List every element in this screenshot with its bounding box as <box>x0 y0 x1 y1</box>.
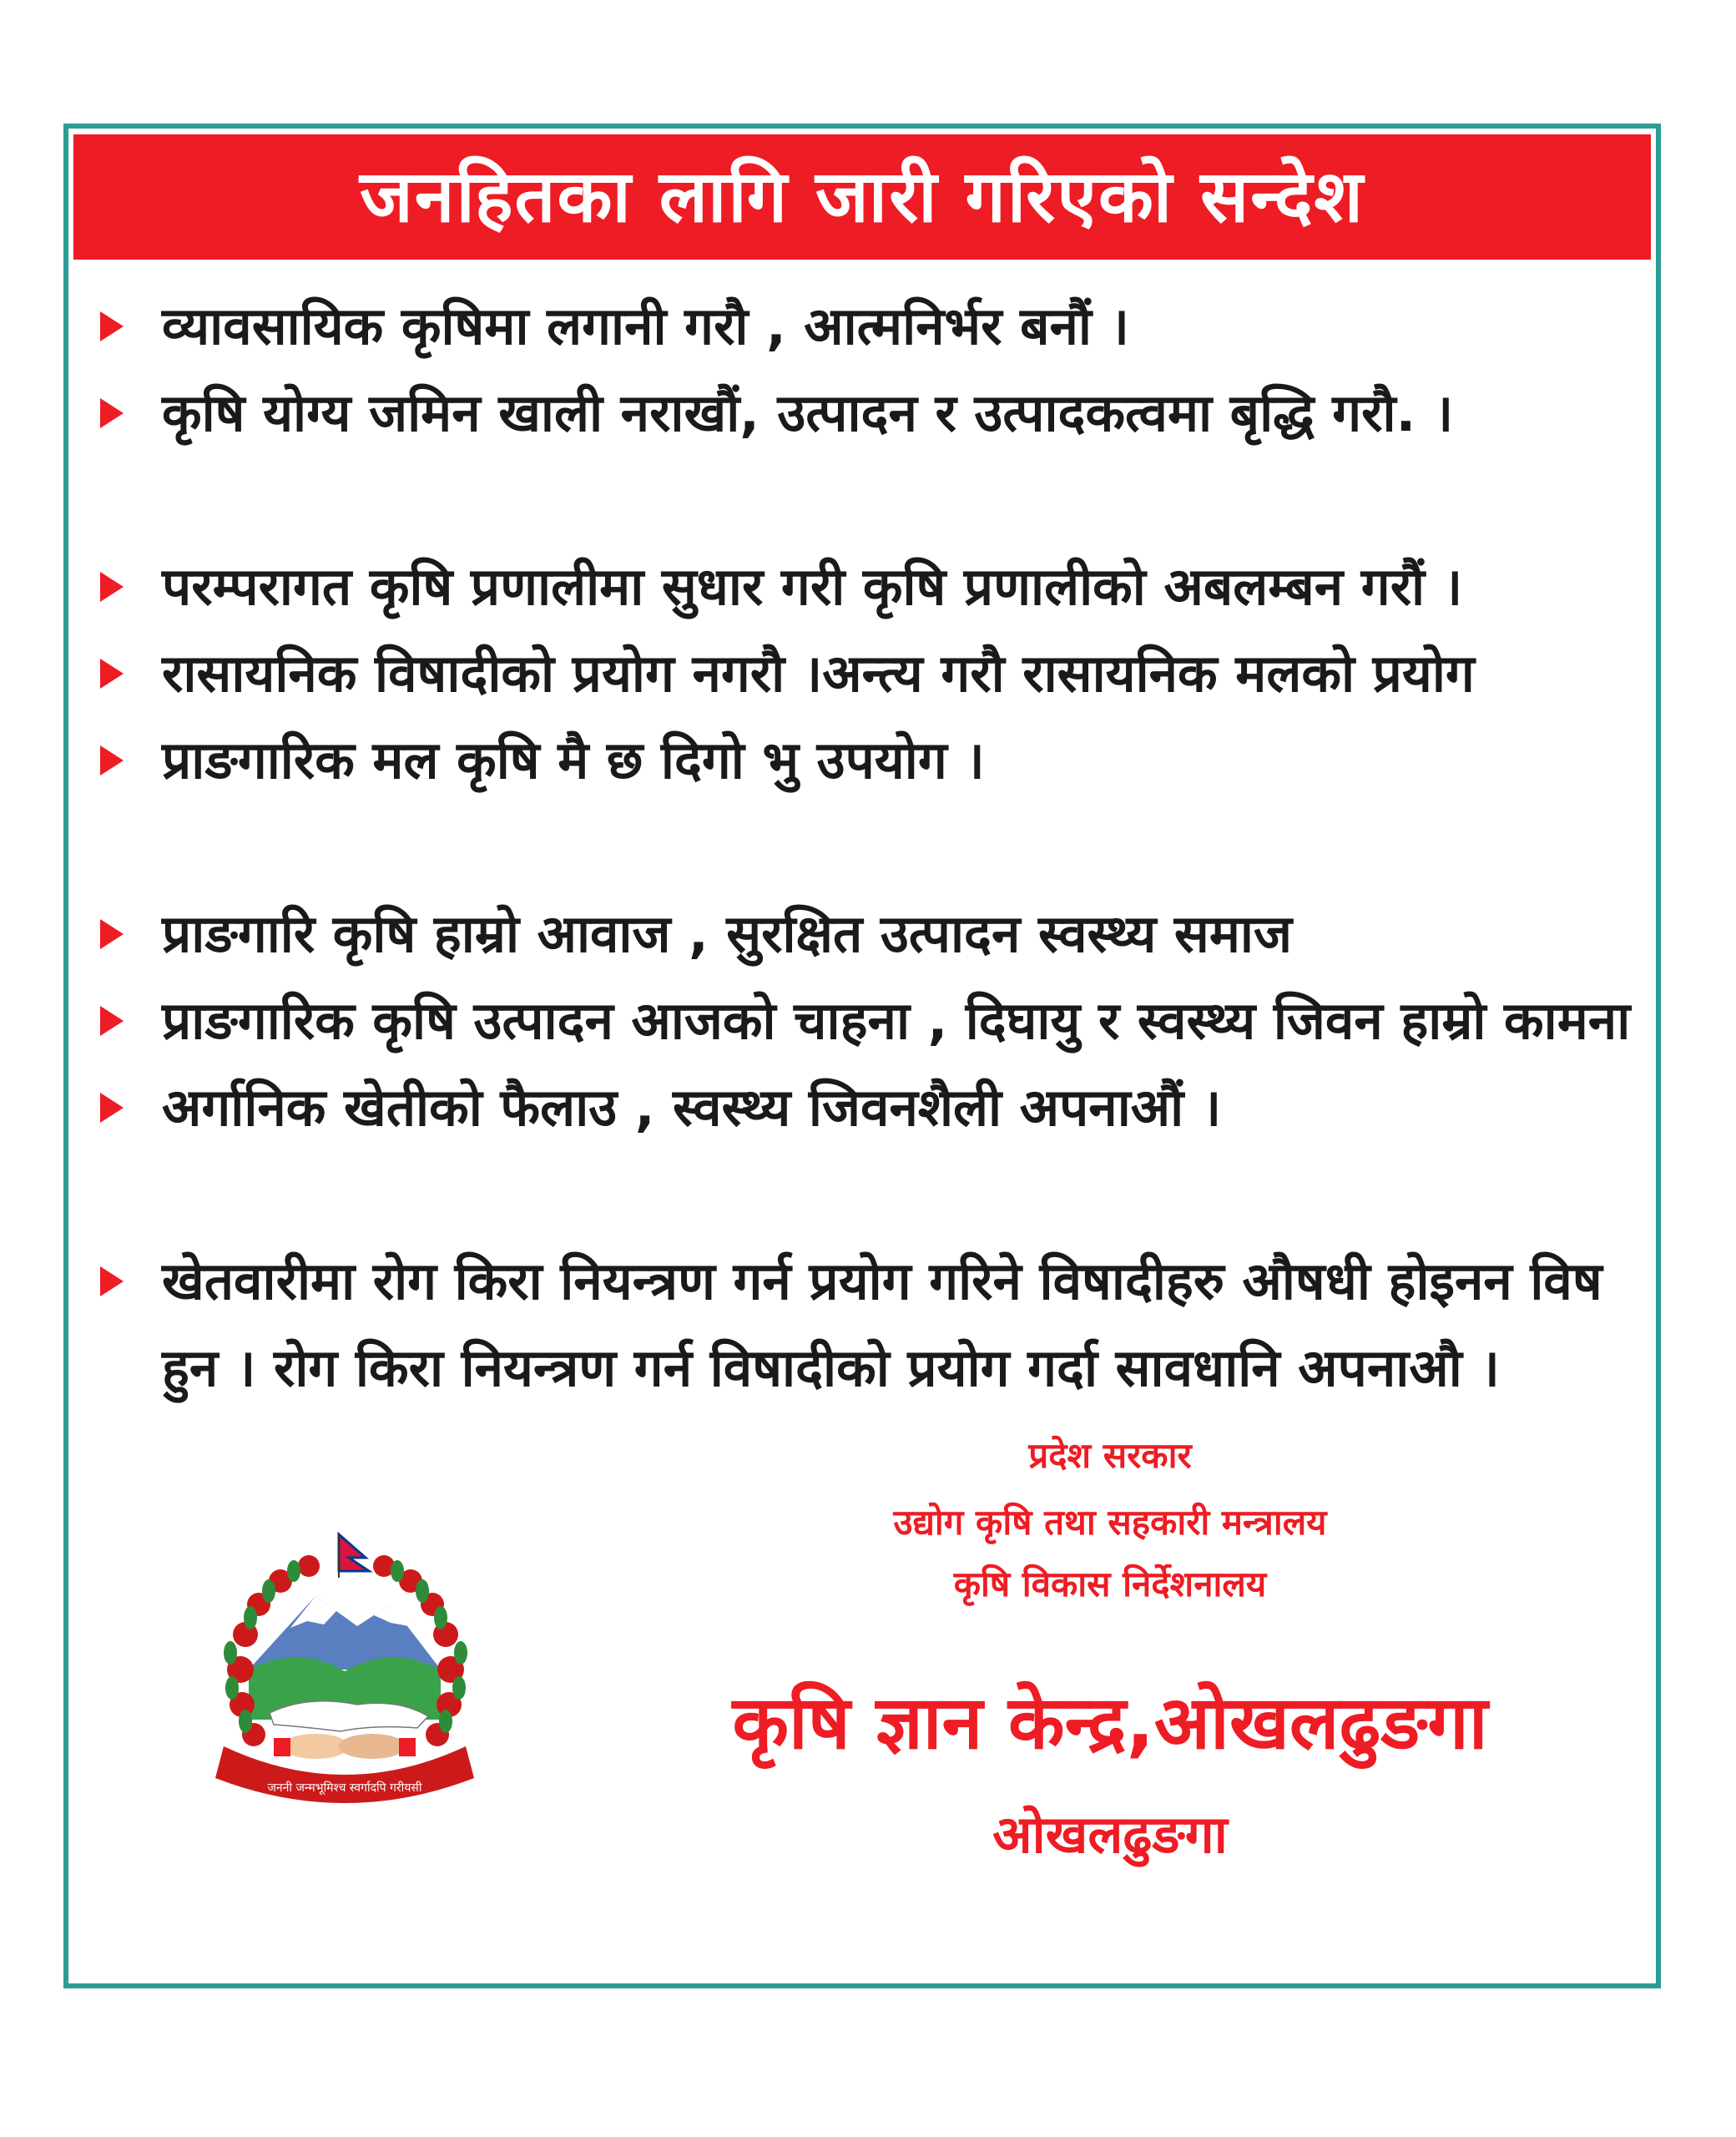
triangle-bullet-icon <box>100 745 124 775</box>
issuer-center-name: कृषि ज्ञान केन्द्र,ओखलढुङगा <box>732 1680 1488 1766</box>
list-item <box>85 630 1654 717</box>
issuer-line-1: प्रदेश सरकार <box>1028 1435 1192 1476</box>
list-item <box>85 1064 1654 1151</box>
emblem-motto: जननी जन्मभूमिश्च स्वर्गादपि गरीयसी <box>267 1781 422 1795</box>
message-text: खेतवारीमा रोग किरा नियन्त्रण गर्न प्रयोग गरिने विषादीहरु औषधी होइनन विष हुन । रोग किरा नियन्त्रण गर्न विषादीको प्रयोग गर्दा सावधानि अपनाऔ । <box>162 1250 1602 1398</box>
triangle-bullet-icon <box>100 1006 124 1036</box>
message-text: रासायनिक विषादीको प्रयोग नगरौ ।अन्त्य गरौ रासायनिक मलको प्रयोग <box>162 643 1475 704</box>
nepal-emblem-icon <box>190 1528 499 1820</box>
triangle-bullet-icon <box>100 919 124 949</box>
message-text: व्यावसायिक कृषिमा लगानी गरौ , आत्मनिर्भर बनौं । <box>162 296 1130 356</box>
triangle-bullet-icon <box>100 311 124 341</box>
issuer-line-2: उद्योग कृषि तथा सहकारी मन्त्रालय <box>893 1502 1327 1543</box>
issuer-line-3: कृषि विकास निर्देशनालय <box>953 1564 1267 1604</box>
triangle-bullet-icon <box>100 659 124 689</box>
list-item <box>85 283 1654 370</box>
message-text: प्राङगारिक मल कृषि मै छ दिगो भु उपयोग । <box>162 730 985 791</box>
issuer-place: ओखलढुङगा <box>992 1804 1228 1865</box>
message-text: अर्गानिक खेतीको फैलाउ , स्वस्थ्य जिवनशैली अपनाऔं । <box>162 1077 1222 1138</box>
list-item <box>85 1238 1654 1412</box>
message-text: कृषि योग्य जमिन खाली नराखौं, उत्पादन र उत्पादकत्वमा बृद्धि गरौ. । <box>162 382 1454 443</box>
page-title: जनहितका लागि जारी गरिएको सन्देश <box>73 134 1651 260</box>
issuer-block <box>651 1429 1569 1872</box>
list-item <box>85 978 1654 1064</box>
message-list <box>85 283 1654 1412</box>
triangle-bullet-icon <box>100 572 124 602</box>
triangle-bullet-icon <box>100 1093 124 1123</box>
list-item <box>85 891 1654 978</box>
list-item <box>85 717 1654 804</box>
message-text: परम्परागत कृषि प्रणालीमा सुधार गरी कृषि प्रणालीको अबलम्बन गरौं । <box>162 556 1463 617</box>
list-item <box>85 543 1654 630</box>
triangle-bullet-icon <box>100 1266 124 1296</box>
triangle-bullet-icon <box>100 398 124 428</box>
message-text: प्राङगारिक कृषि उत्पादन आजको चाहना , दिघायु र स्वस्थ्य जिवन हाम्रो कामना <box>162 990 1631 1051</box>
message-text: प्राङगारि कृषि हाम्रो आवाज , सुरक्षित उत्पादन स्वस्थ्य समाज <box>162 903 1292 964</box>
list-item <box>85 370 1654 457</box>
